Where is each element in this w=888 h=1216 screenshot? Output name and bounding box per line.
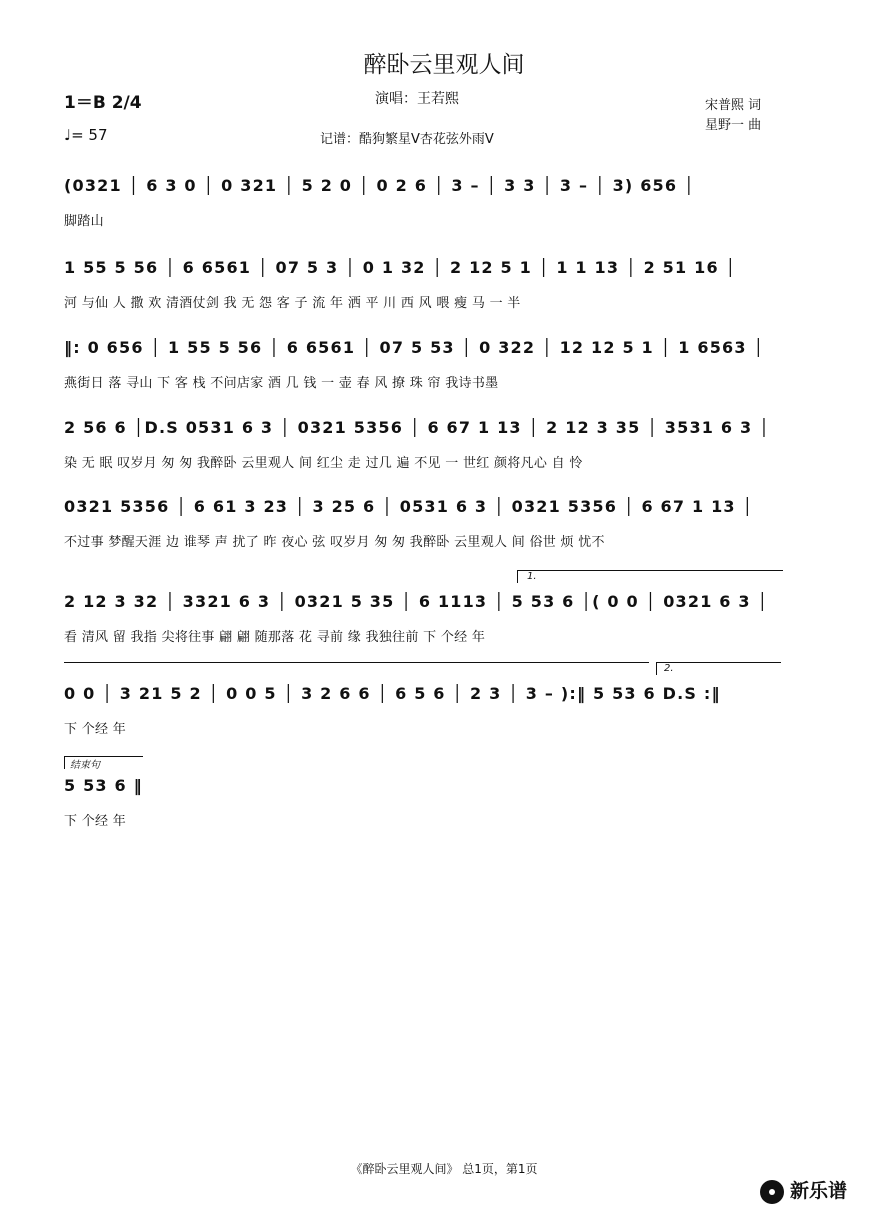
- composer-credit: 星野一 曲: [705, 118, 762, 133]
- lyrics-line: 不过事 梦醒天涯 边 谁琴 声 扰了 昨 夜心 弦 叹岁月 匆 匆 我醉卧 云里观人 间 俗世 烦 忧不: [64, 535, 605, 550]
- lyrics-line: 下 个经 年: [64, 722, 127, 737]
- notation-line: 5 53 6 ‖: [64, 776, 143, 795]
- ending-label: 结束句: [70, 760, 100, 771]
- lyrics-line: 染 无 眠 叹岁月 匆 匆 我醉卧 云里观人 间 红尘 走 过几 遍 不见 一 世红 颜将凡心 自 怜: [64, 456, 583, 471]
- lyrics-line: 下 个经 年: [64, 814, 127, 829]
- lyricist-credit: 宋普熙 词: [705, 98, 762, 113]
- lyrics-line: 脚踏山: [64, 214, 104, 229]
- volta-bracket-2: [656, 662, 781, 675]
- notation-line: 0321 5356 │ 6 61 3 23 │ 3 25 6 │ 0531 6 3 │ 0321 5356 │ 6 67 1 13 │: [64, 497, 754, 516]
- volta-label-1: 1.: [527, 571, 537, 582]
- brand-logo: [760, 1176, 847, 1204]
- notation-line: ‖: 0 656 │ 1 55 5 56 │ 6 6561 │ 07 5 53 │ 0 322 │ 12 12 5 1 │ 1 6563 │: [64, 338, 765, 357]
- tempo-marking: ♩= 57: [64, 126, 108, 144]
- performer-credit: 演唱：王若熙: [375, 91, 459, 107]
- notation-line: (0321 │ 6 3 0 │ 0 321 │ 5 2 0 │ 0 2 6 │ 3 – │ 3 3 │ 3 – │ 3) 656 │: [64, 176, 695, 195]
- notation-line: 2 56 6 │D.S 0531 6 3 │ 0321 5356 │ 6 67 1 13 │ 2 12 3 35 │ 3531 6 3 │: [64, 418, 770, 437]
- song-title: 醉卧云里观人间: [363, 52, 525, 78]
- notation-line: 1 55 5 56 │ 6 6561 │ 07 5 3 │ 0 1 32 │ 2 12 5 1 │ 1 1 13 │ 2 51 16 │: [64, 258, 737, 277]
- lyrics-line: 河 与仙 人 撒 欢 清酒仗剑 我 无 怨 客 子 流 年 洒 平 川 西 风 喂 瘦 马 一 半: [64, 296, 521, 311]
- key-signature: 1＝B 2/4: [64, 93, 142, 113]
- volta-continuation-line: [64, 662, 649, 663]
- volta-label-2: 2.: [664, 663, 674, 674]
- lyrics-line: 燕街日 落 寻山 下 客 栈 不问店家 酒 几 钱 一 壶 春 风 撩 珠 帘 我诗书墨: [64, 376, 499, 391]
- brand-name: 新乐谱: [790, 1180, 848, 1202]
- notation-line: 2 12 3 32 │ 3321 6 3 │ 0321 5 35 │ 6 1113 │ 5 53 6 │( 0 0 │ 0321 6 3 │: [64, 592, 769, 611]
- lyrics-line: 看 清风 留 我指 尖将往事 翩 翩 随那落 花 寻前 缘 我独往前 下 个经 年: [64, 630, 486, 645]
- notation-line: 0 0 │ 3 21 5 2 │ 0 0 5 │ 3 2 6 6 │ 6 5 6 │ 2 3 │ 3 – ):‖ 5 53 6 D.S :‖: [64, 684, 721, 703]
- volta-bracket-1: [517, 570, 783, 583]
- record-disc-icon: [760, 1180, 784, 1204]
- transcriber-credit: 记谱：酷狗繁星V杏花弦外雨V: [320, 132, 494, 147]
- page-footer: 《醉卧云里观人间》 总1页，第1页: [350, 1162, 538, 1176]
